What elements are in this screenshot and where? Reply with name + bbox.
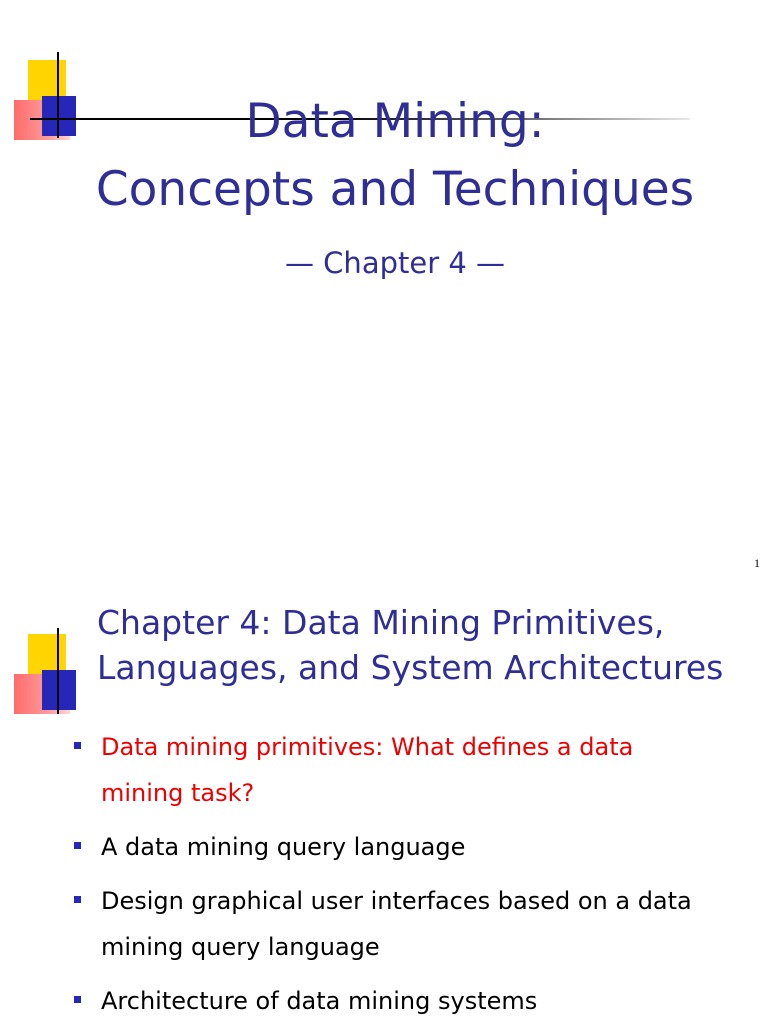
slide-title-line-1: Chapter 4: Data Mining Primitives, xyxy=(97,603,665,642)
bullet-list xyxy=(0,724,768,1032)
bullet-square-icon xyxy=(74,996,81,1003)
list-item xyxy=(0,824,768,870)
list-item xyxy=(0,724,768,816)
slide-title-line-2: Languages, and System Architectures xyxy=(97,648,724,687)
title-line-1: Data Mining: xyxy=(245,94,545,149)
page-number: 1 xyxy=(754,556,760,570)
bullet-square-icon xyxy=(74,896,81,903)
bullet-text: Architecture of data mining systems xyxy=(101,987,538,1015)
bullet-square-icon xyxy=(74,742,81,749)
bullet-text: Design graphical user interfaces based on a data mining query language xyxy=(101,887,692,961)
slide-2 xyxy=(0,584,768,1024)
bullet-text: A data mining query language xyxy=(101,833,466,861)
bullet-square-icon xyxy=(74,842,81,849)
title-line-2: Concepts and Techniques xyxy=(95,162,695,217)
list-item xyxy=(0,878,768,970)
bullet-text: Data mining primitives: What defines a data mining task? xyxy=(101,733,634,807)
slide-title xyxy=(97,600,757,690)
subtitle: — Chapter 4 — xyxy=(284,246,506,280)
list-item xyxy=(0,978,768,1024)
